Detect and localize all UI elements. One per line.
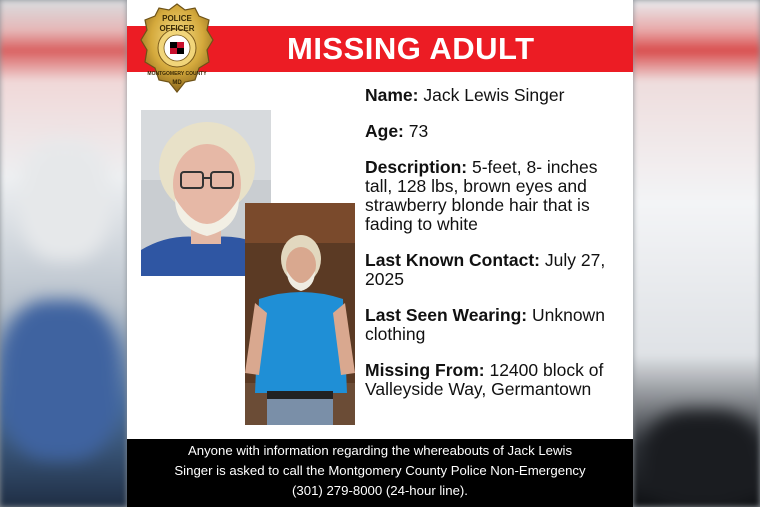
detail-value: Jack Lewis Singer [423,85,565,105]
badge-bottom-text: MONTGOMERY COUNTY [147,71,207,77]
footer-line: Anyone with information regarding the whereabouts of Jack Lewis [187,443,573,458]
detail-label: Description: [365,157,468,177]
detail-value: 73 [408,121,429,141]
details-list [365,86,623,416]
detail-label: Missing From: [365,360,485,380]
detail-name [365,86,623,105]
footer-line: (301) 279-8000 (24-hour line). [292,483,468,498]
detail-description [365,158,623,234]
footer-line: Singer is asked to call the Montgomery County Police Non-Emergency [174,463,586,478]
detail-age [365,122,623,141]
detail-label: Last Seen Wearing: [365,305,528,325]
detail-label: Age: [365,121,404,141]
contact-footer [127,439,633,507]
page-title: MISSING ADULT [287,31,535,66]
detail-last-seen-wearing [365,306,623,344]
police-badge-icon [139,2,215,94]
badge-top-text: POLICE [162,14,192,23]
blurred-background-right [633,0,760,507]
detail-missing-from [365,361,623,399]
badge-state-text: MD [172,80,182,86]
badge-middle-text: OFFICER [159,24,195,33]
detail-value: 12400 block of Valleyside Way, Germantown [365,360,604,399]
detail-label: Name: [365,85,419,105]
full-body-photo [245,203,355,425]
missing-person-flyer [127,0,633,507]
detail-label: Last Known Contact: [365,250,540,270]
detail-value: 5-feet, 8- inches tall, 128 lbs, brown eyes and strawberry blonde hair that is fading to white [365,157,598,234]
detail-last-known-contact [365,251,623,289]
detail-value: Unknown clothing [365,305,605,344]
blurred-background-left [0,0,127,507]
detail-value: July 27, 2025 [365,250,606,289]
